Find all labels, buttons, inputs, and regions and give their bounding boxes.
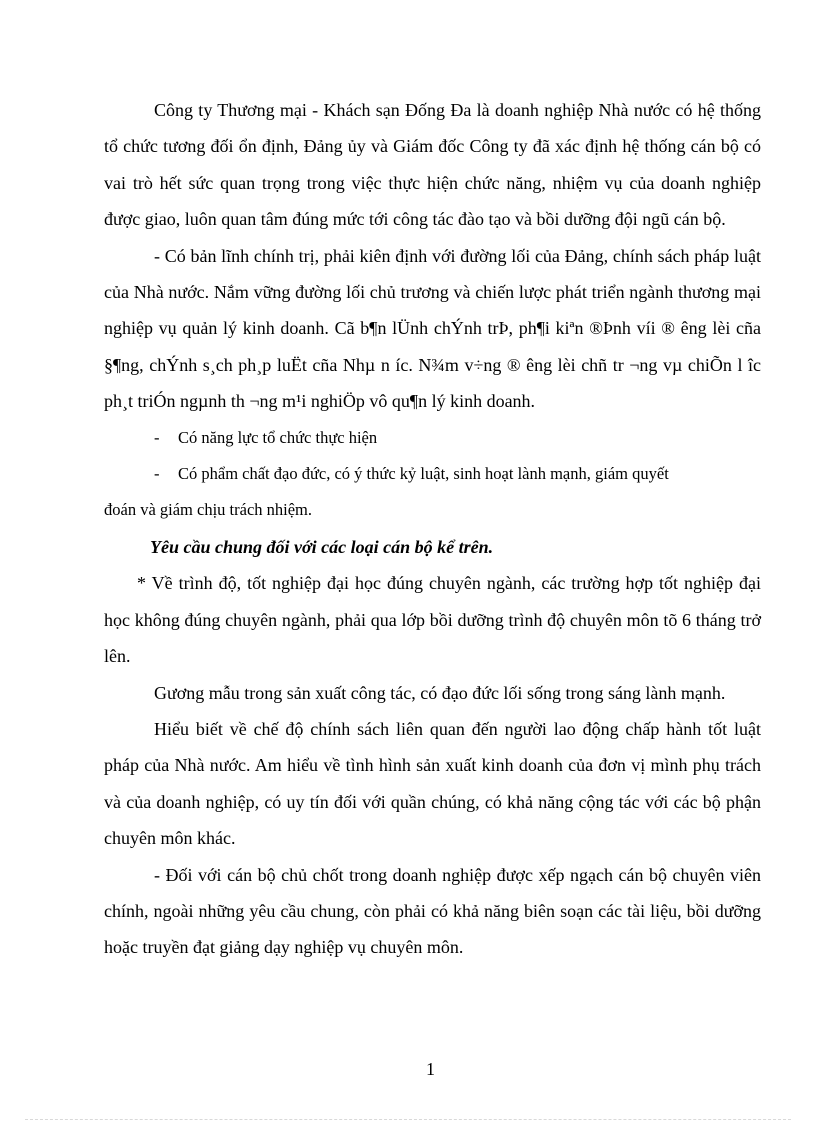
paragraph-exemplary-conduct: Gương mẫu trong sản xuất công tác, có đạo đức lối sống trong sáng lành mạnh.: [154, 682, 726, 703]
section-heading: Yêu cầu chung đối với các loại cán bộ kể trên.: [150, 536, 494, 557]
page-bottom-divider: [25, 1119, 791, 1120]
paragraph-company-intro: Công ty Thương mại - Khách sạn Đống Đa là doanh nghiệp Nhà nước có hệ thống tổ chức tương đối ổn định, Đảng ủy và Giám đốc Công ty đã xác định hệ thống cán bộ có vai trò hết sức quan trọng trong việc thực hiện chức năng, nhiệm vụ của doanh nghiệp được giao, luôn quan tâm đúng mức tới công tác đào tạo và bồi dưỡng đội ngũ cán bộ.: [104, 100, 761, 230]
dash-bullet: -: [154, 464, 160, 484]
page-number: 1: [426, 1059, 435, 1079]
list-item: [104, 420, 761, 456]
list-item: [104, 456, 761, 492]
document-body: [104, 92, 761, 966]
list-item-continuation: đoán và giám chịu trách nhiệm.: [104, 500, 313, 520]
paragraph-education-requirement: * Về trình độ, tốt nghiệp đại học đúng chuyên ngành, các trường hợp tốt nghiệp đại học không đúng chuyên ngành, phải qua lớp bồi dưỡng trình độ chuyên môn tõ 6 tháng trở lên.: [104, 573, 761, 667]
paragraph-key-staff: - Đối với cán bộ chủ chốt trong doanh nghiệp được xếp ngạch cán bộ chuyên viên chính, ngoài những yêu cầu chung, còn phải có khả năng biên soạn các tài liệu, bồi dưỡng hoặc truyền đạt giảng dạy nghiệp vụ chuyên môn.: [104, 864, 761, 958]
list-item-text: Có năng lực tổ chức thực hiện: [178, 427, 378, 447]
paragraph-policy-knowledge: Hiểu biết về chế độ chính sách liên quan đến người lao động chấp hành tốt luật pháp của Nhà nước. Am hiểu về tình hình sản xuất kinh doanh của đơn vị mình phụ trách và của doanh nghiệp, có uy tín đối với quần chúng, có khả năng cộng tác với các bộ phận chuyên môn khác.: [104, 718, 761, 849]
paragraph-political-requirements: - Có bản lĩnh chính trị, phải kiên định với đường lối của Đảng, chính sách pháp luật của Nhà nước. Nắm vững đường lối chủ trương và chiến lược phát triển ngành thương mại nghiệp vụ quản lý kinh doanh. Cã b¶n lÜnh chÝnh trÞ, ph¶i kiªn ®Þnh víi ® êng lèi cña §¶ng, chÝnh s¸ch ph¸p luËt cña Nhµ n íc. N¾m v÷ng ® êng lèi chñ tr ¬ng vµ chiÕn l îc ph¸t triÓn ngµnh th ¬ng m¹i nghiÖp vô qu¶n lý kinh doanh.: [104, 245, 761, 412]
dash-bullet: -: [154, 427, 160, 447]
list-item-text: Có phẩm chất đạo đức, có ý thức kỷ luật, sinh hoạt lành mạnh, giám quyết: [178, 464, 669, 484]
